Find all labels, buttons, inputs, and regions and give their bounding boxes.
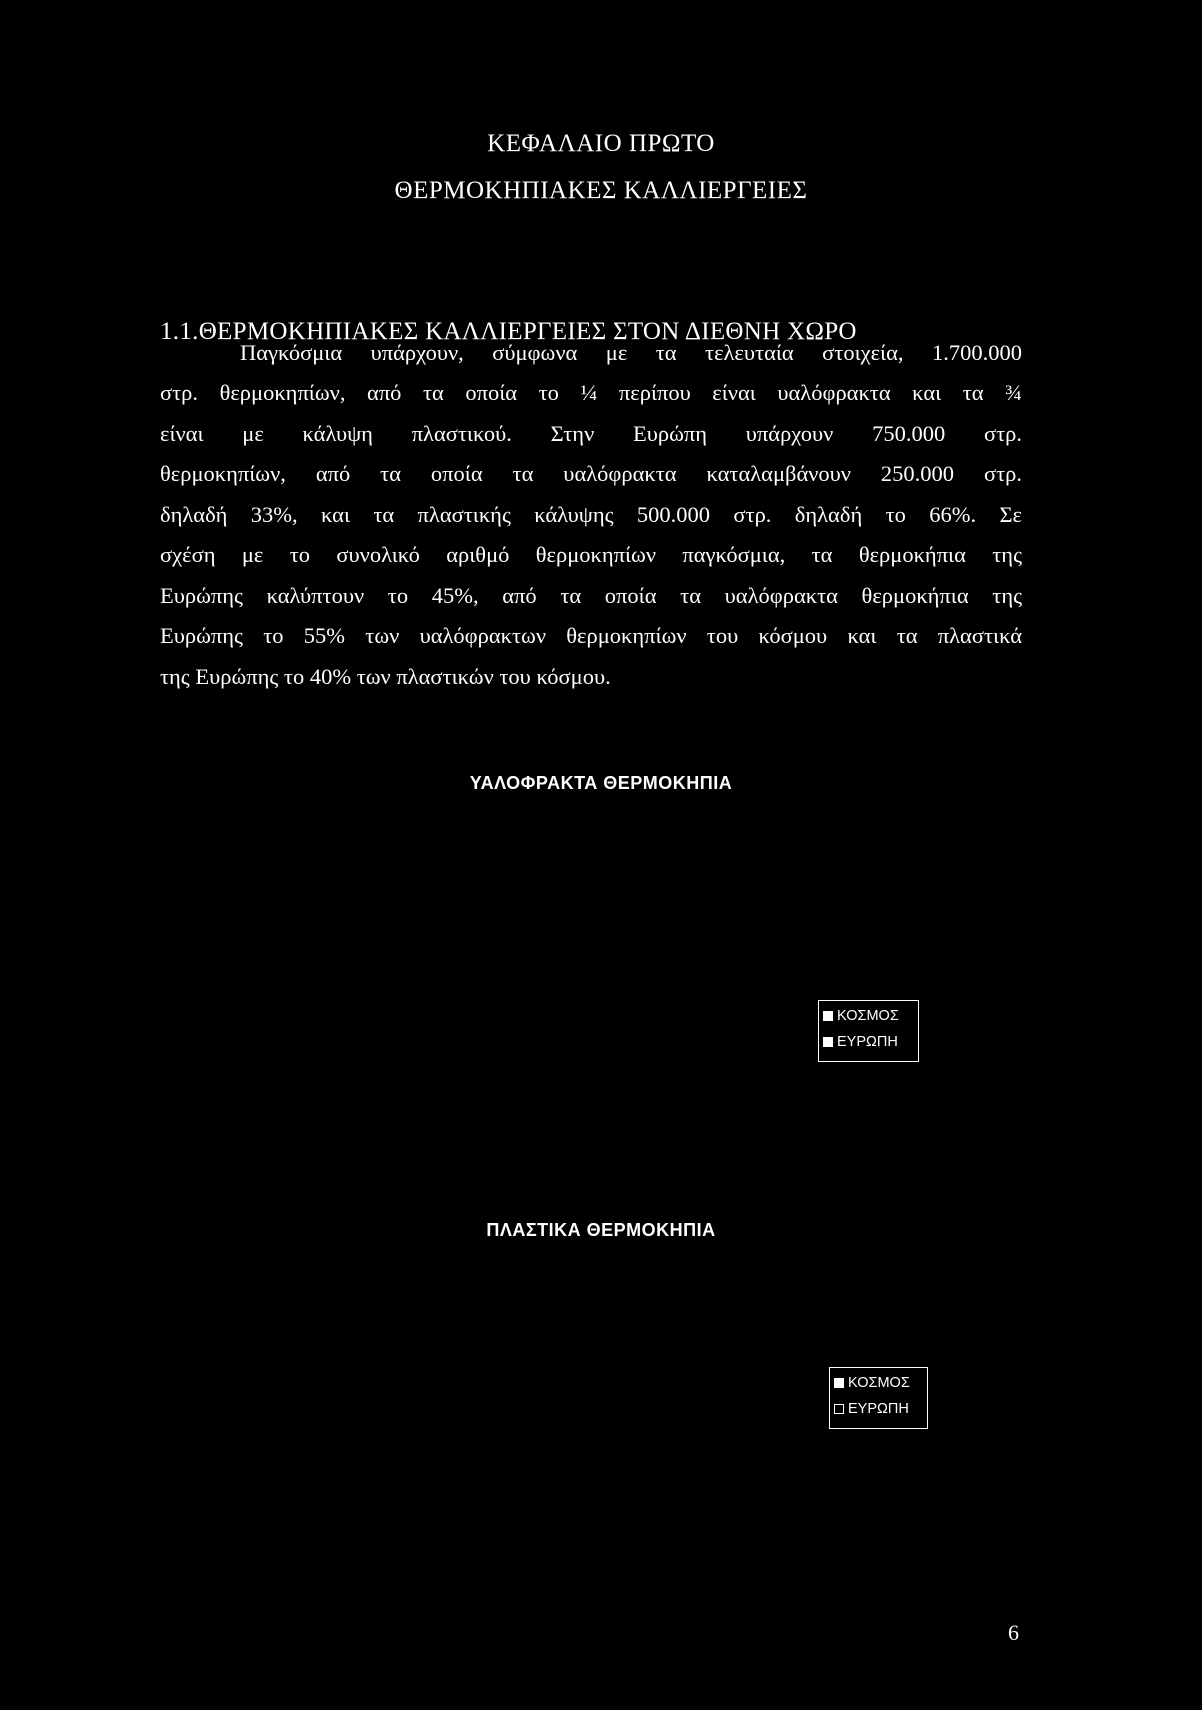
paragraph-line: είναι με κάλυψη πλαστικού. Στην Ευρώπη υπάρχουν 750.000 στρ.	[160, 421, 1022, 446]
legend-item-europe	[823, 1029, 912, 1055]
legend-label: ΚΟΣΜΟΣ	[837, 1008, 899, 1024]
chart-legend-glass	[818, 1000, 919, 1062]
paragraph-line: Παγκόσμια υπάρχουν, σύμφωνα με τα τελευταία στοιχεία, 1.700.000	[240, 340, 1022, 365]
chapter-subtitle: ΘΕΡΜΟΚΗΠΙΑΚΕΣ ΚΑΛΛΙΕΡΓΕΙΕΣ	[394, 177, 808, 204]
legend-item-world	[834, 1370, 921, 1396]
page-number: 6	[1008, 1620, 1019, 1645]
chart-title-plastic: ΠΛΑΣΤΙΚΑ ΘΕΡΜΟΚΗΠΙΑ	[486, 1220, 716, 1240]
legend-item-world	[823, 1003, 912, 1029]
section-heading: 1.1.ΘΕΡΜΟΚΗΠΙΑΚΕΣ ΚΑΛΛΙΕΡΓΕΙΕΣ ΣΤΟΝ ΔΙΕΘΝΗ ΧΩΡΟ	[160, 318, 857, 345]
chapter-title: ΚΕΦΑΛΑΙΟ ΠΡΩΤΟ	[487, 130, 715, 157]
legend-item-europe	[834, 1396, 921, 1422]
paragraph-line: στρ. θερμοκηπίων, από τα οποία το ¼ περίπου είναι υαλόφρακτα και τα ¾	[160, 380, 1022, 405]
legend-swatch-solid-icon	[834, 1378, 844, 1388]
paragraph-line: της Ευρώπης το 40% των πλαστικών του κόσμου.	[160, 664, 611, 689]
paragraph-line: Ευρώπης το 55% των υαλόφρακτων θερμοκηπίων του κόσμου και τα πλαστικά	[160, 623, 1022, 648]
legend-label: ΕΥΡΩΠΗ	[848, 1401, 909, 1417]
paragraph-line: σχέση με το συνολικό αριθμό θερμοκηπίων παγκόσμια, τα θερμοκήπια της	[160, 542, 1022, 567]
legend-label: ΕΥΡΩΠΗ	[837, 1034, 898, 1050]
chart-legend-plastic	[829, 1367, 928, 1429]
paragraph-line: δηλαδή 33%, και τα πλαστικής κάλυψης 500.000 στρ. δηλαδή το 66%. Σε	[160, 502, 1022, 527]
paragraph-line: θερμοκηπίων, από τα οποία τα υαλόφρακτα καταλαμβάνουν 250.000 στρ.	[160, 461, 1022, 486]
legend-swatch-solid-icon	[823, 1011, 833, 1021]
paragraph-line: Ευρώπης καλύπτουν το 45%, από τα οποία τα υαλόφρακτα θερμοκήπια της	[160, 583, 1022, 608]
legend-label: ΚΟΣΜΟΣ	[848, 1375, 910, 1391]
chart-title-glass: ΥΑΛΟΦΡΑΚΤΑ ΘΕΡΜΟΚΗΠΙΑ	[469, 773, 733, 793]
chart-area-plastic	[200, 1260, 800, 1430]
legend-swatch-solid-icon	[823, 1037, 833, 1047]
chart-area-glass	[200, 810, 800, 980]
legend-swatch-hollow-icon	[834, 1404, 844, 1414]
